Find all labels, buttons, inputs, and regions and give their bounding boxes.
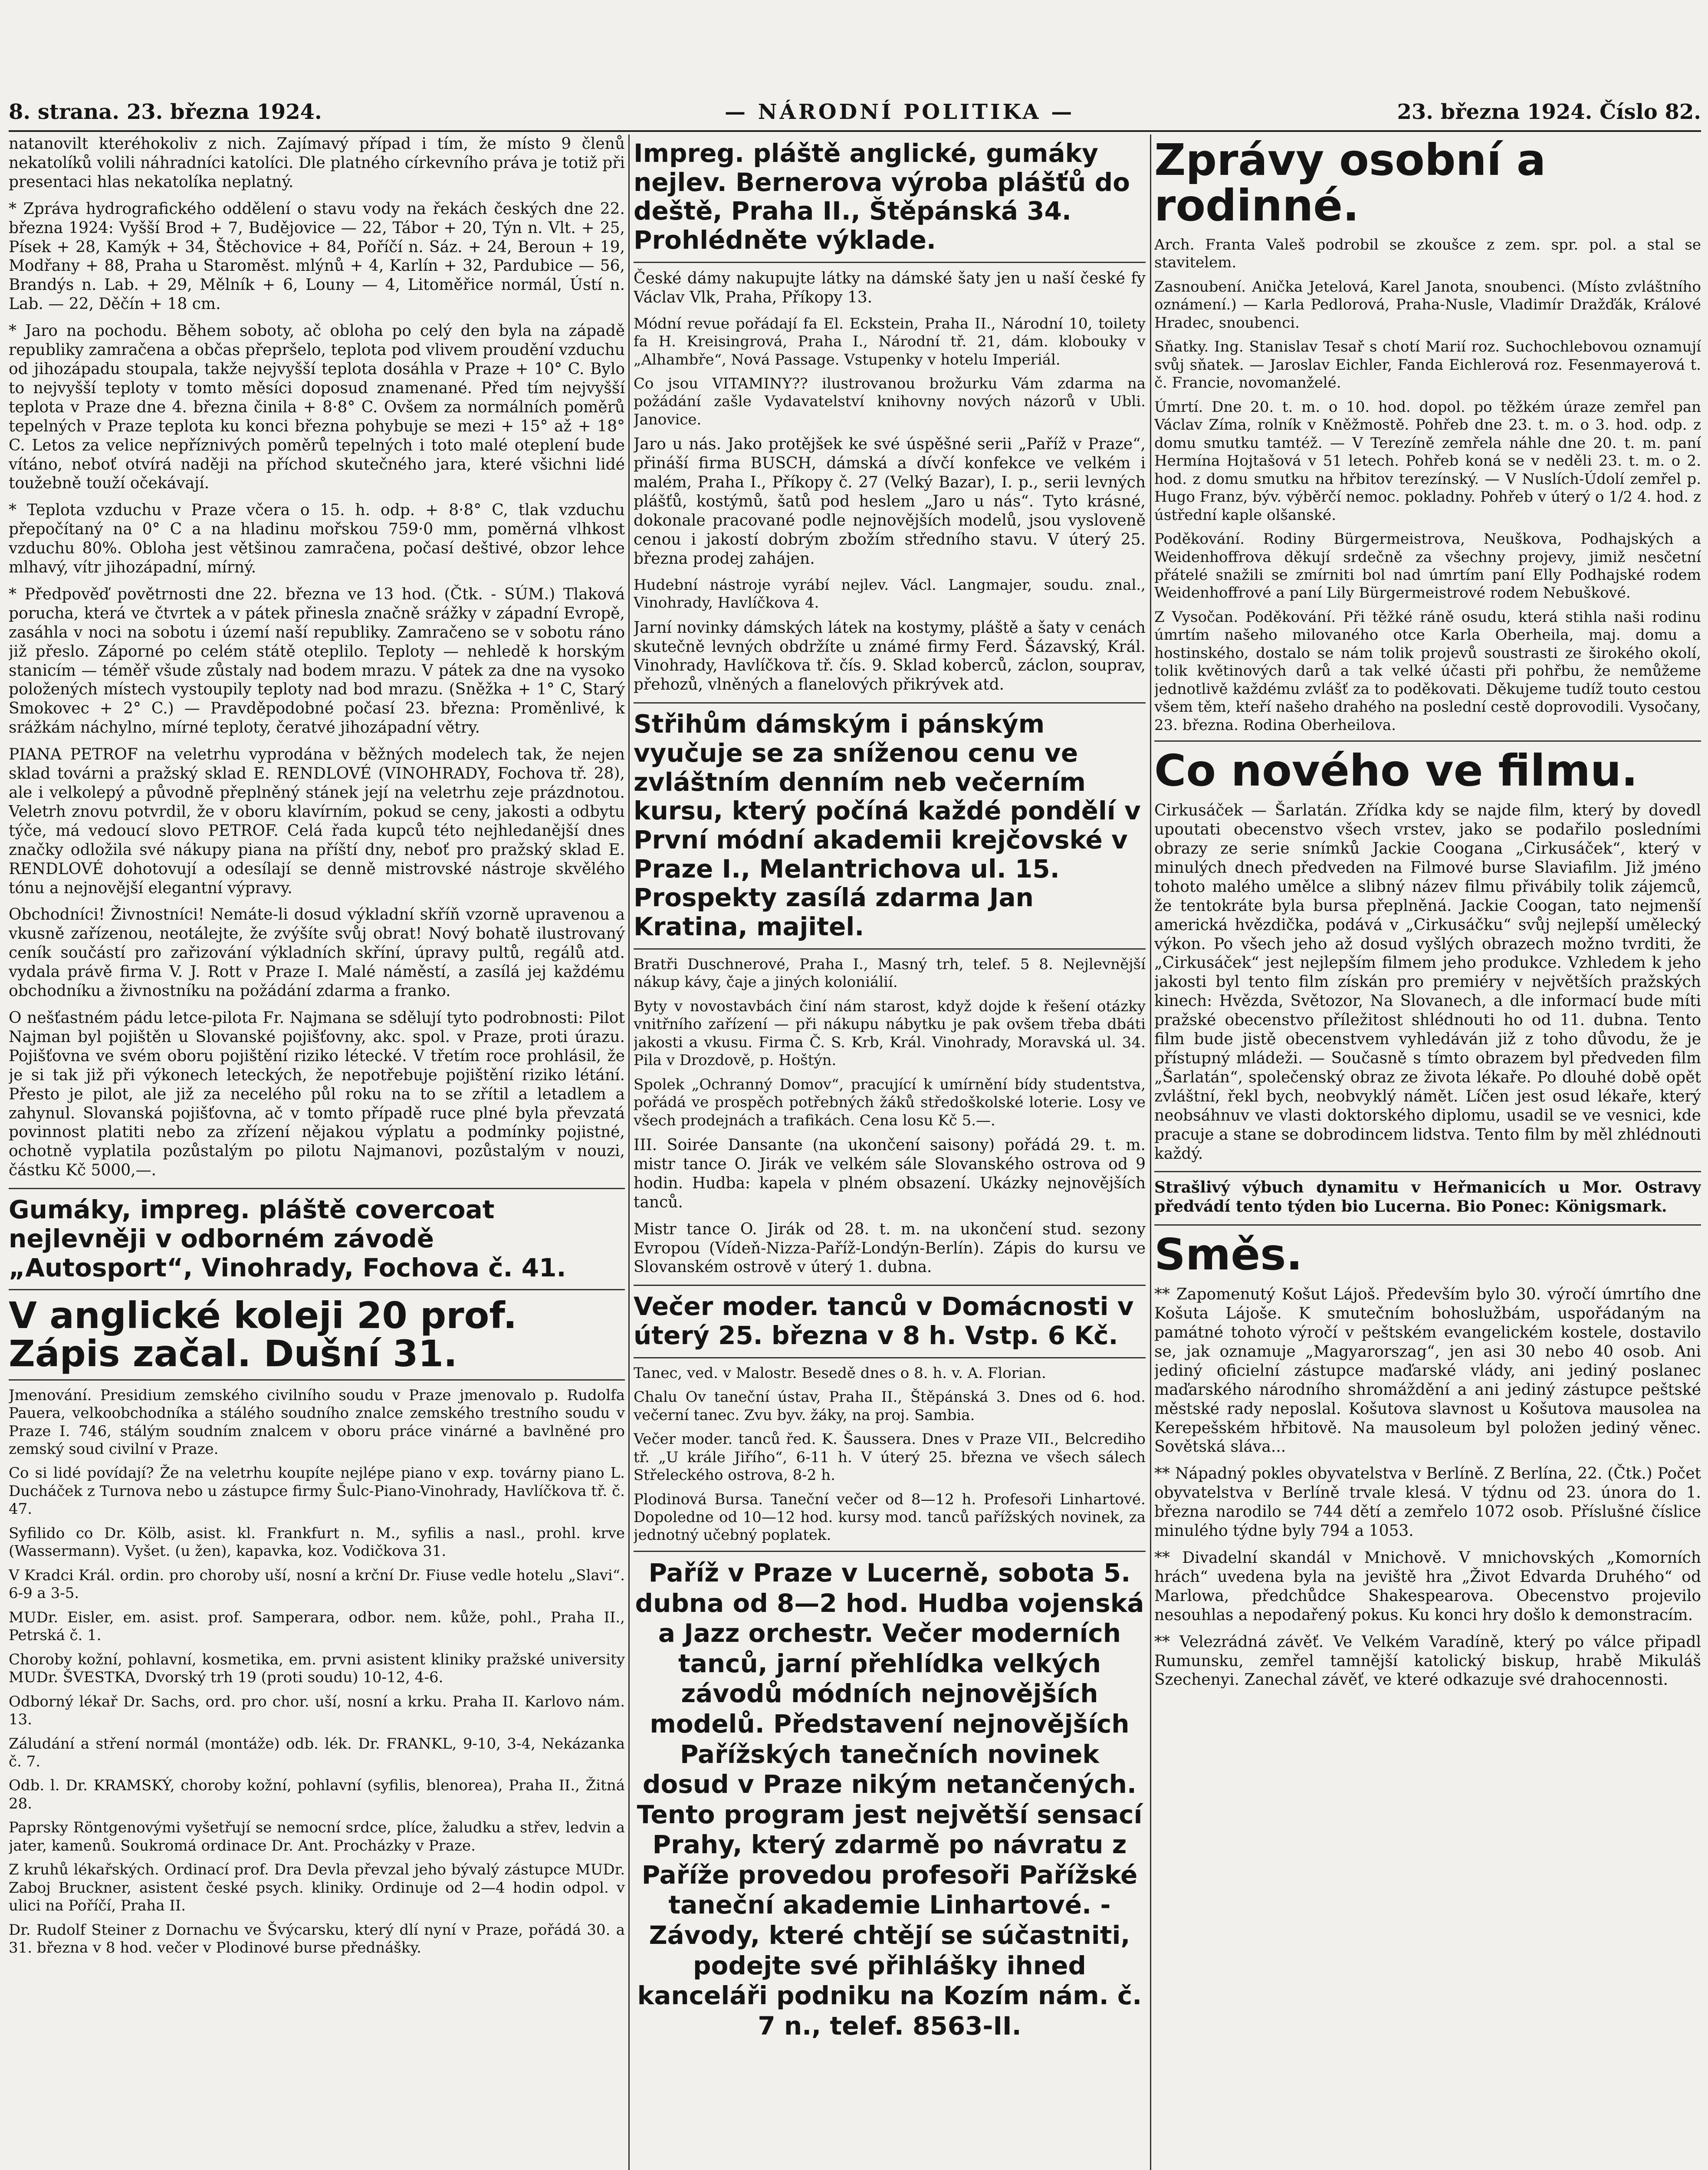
newspaper-title: — NÁRODNÍ POLITIKA — [725, 100, 1075, 124]
ad-fashion-revue: Módní revue pořádají fa El. Eckstein, Praha II., Národní 10, toilety fa H. Kreisingrová, Praha I., Národní tř. 21, dám. klobouky v „Alhambře“, Nová Passage. Vstupenky v hotelu Imperiál. [634, 315, 1146, 368]
mix-berlin: ** Nápadný pokles obyvatelstva v Berlíně. Z Berlína, 22. (Čtk.) Počet obyvatelstva v Berlíně trvale klesá. V týdnu od 23. února do 1. března narodilo se 744 dětí a zemřelo 1072 osob. Příslušné číslice minulého týdne byly 794 a 1053. [1154, 1465, 1701, 1540]
notice-doctor: Záludání a stření normál (montáže) odb. lék. Dr. FRANKL, 9-10, 3-4, Nekázanka č. 7. [9, 1735, 625, 1770]
column-middle [634, 135, 1146, 2170]
personal-engagements: Zasnoubení. Anička Jetelová, Karel Janota, snoubenci. (Místo zvláštního oznámení.) — Karla Pedlorová, Praha-Nusle, Vladimír Dražďák, Králové Hradec, snoubenci. [1154, 278, 1701, 332]
personal-marriages: Sňatky. Ing. Stanislav Tesař s chotí Marií roz. Suchochlebovou oznamují svůj sňatek. — Jaroslav Eichler, Fanda Eichlerová roz. Fesenmayerová t. č. Francie, novomanželé. [1154, 338, 1701, 392]
ad-vitamins: Co jsou VITAMINY?? ilustrovanou brožurku Vám zdarma na požádání zašle Vydavatelství knihovny nových názorů v Ubli. Janovice. [634, 375, 1146, 428]
article-shop-owners: Obchodníci! Živnostníci! Nemáte-li dosud výkladní skříň vzorně upravenou a vkusně zařízenou, neotálejte, že zvýšíte svůj obrat! Nový bohatě ilustrovaný ceník součástí pro zařizování výkladních skříní, úpravy pultů, regálů atd. vydala právě firma V. J. Rott v Praze I. Malé náměstí, a zasílá jej každému obchodníku a živnostníku na požádání zdarma a franko. [9, 906, 625, 1000]
notice-doctor: Syfilido co Dr. Kölb, asist. kl. Frankfurt n. M., syfilis a nasl., prohl. krve (Wassermann). Vyšet. (u žen), kapavka, koz. Vodičkova 31. [9, 1524, 625, 1560]
ad-spring-busch: Jaro u nás. Jako protějšek ke své úspěšné serii „Paříž v Praze“, přináší firma BUSCH, dámská a dívčí konfekce ve velkém i malém, Praha I., Příkopy č. 27 (Velký Bazar), I. p., serii levných plášťů, kostýmů, šatů pod heslem „Jaro u nás“. Tyto krásné, dokonale pracované podle nejnovějších modelů, jsou vysloveně cenou i jakostí dobrým zbožím středního stavu. V úterý 25. března prodej zahájen. [634, 435, 1146, 568]
issue-date-number: 23. března 1924. Číslo 82. [1397, 100, 1701, 124]
personal-deaths: Úmrtí. Dne 20. t. m. o 10. hod. dopol. po těžkém úraze zemřel pan Václav Zíma, rolník v Kněžmostě. Pohřeb dne 23. t. m. o 3. hod. odp. z domu smutku tamtéž. — V Terezíně zemřela náhle dne 20. t. m. paní Hermína Hojtašová v 51 letech. Pohřeb koná se v neděli 23. t. m. o 2. hod. z domu smutku na hřbitov terezínský. — V Nuslích-Údolí zemřel p. Hugo Franz, býv. výběrčí nemoc. pokladny. Pohřeb v úterý o 1/2 4. hod. z ústřední kaple olšanské. [1154, 398, 1701, 524]
separator [9, 1188, 625, 1189]
article-pilot-accident: O nešťastném pádu letce-pilota Fr. Najmana se sdělují tyto podrobnosti: Pilot Najman byl pojištěn u Slovanské pojišťovny, akc. spol. v Praze, proti úrazu. Pojišťovna ve svém oboru pojištění riziko létecké. V třetím roce prohlásil, že je si tak již při výkonech leteckých, že nepotřebuje pojištění riziko létání. Přesto je pilot, ale již za necelého půl roku na to se zřítil a letadlem a zahynul. Slovanská pojišťovna, ač v tomto případě ruce plné byla převzatá povinnost platiti nebo za zřízení nějakou výplatu a podmínky pojistné, ochotně vyplatila pozůstalým po pilotu Najmanovi, pozůstalým v nouzi, částku Kč 5000,—. [9, 1009, 625, 1180]
column-divider [628, 135, 630, 2170]
article-temperature: * Teplota vzduchu v Praze včera o 15. h. odp. + 8·8° C, tlak vzduchu přepočítaný na 0° C a na hladinu mořskou 759·0 mm, poměrná vlhkost vzduchu 80%. Obloha jest většinou zamračena, počasí deštivé, obzor lehce mlhavý, vítr jihozápadní, mírný. [9, 501, 625, 577]
column-divider [1150, 135, 1151, 2170]
notice-xray: Paprsky Röntgenovými vyšetřují se nemocní srdce, plíce, žaludku a střev, ledvin a jater, kamenů. Soukromá ordinace Dr. Ant. Procházky v Praze. [9, 1819, 625, 1854]
ad-lottery: Spolek „Ochranný Domov“, pracující k umírnění bídy studentstva, pořádá ve prospěch potřebných žáků středoškolské loterie. Losy ve všech prodejnách a trafikách. Cena losu Kč 5.—. [634, 1075, 1146, 1129]
ad-tailoring-course: Střihům dámským i pánským vyučuje se za sníženou cenu ve zvláštním denním neb večerním kursu, který počíná každé pondělí v První módní akademii krejčovské v Praze I., Melantrichova ul. 15. Prospekty zasílá zdarma Jan Kratina, majitel. [634, 709, 1141, 942]
separator [1154, 1171, 1701, 1172]
ad-dance-evening: Večer moder. tanců v Domácnosti v úterý 25. března v 8 h. Vstp. 6 Kč. [634, 1292, 1134, 1351]
separator [9, 1289, 625, 1290]
ad-dance: Plodinová Bursa. Taneční večer od 8—12 h. Profesoři Linhartové. Dopoledne od 10—12 hod. kursy mod. tanců pařížských novinek, za jednotný učebný poplatek. [634, 1490, 1146, 1544]
mix-kossuth: ** Zapomenutý Košut Lájoš. Především bylo 30. výročí úmrtího dne Košuta Lájoše. K smutečním bohoslužbám, uspořádaným na památné tohoto výročí v peštském evangelickém kostele, dostavilo se, jak oznamuje „Magyarorszag“, jen asi 30 nebo 40 osob. Ani jediný oficielní zástupce maďarské vlády, ani jediný poslanec maďarského národního shromáždění a ani jediný zástupce peštské městské rady neposlal. Košutova slavnost u Košutova mausolea na Kerepešském hřbitově. Na mausoleum byl položen jediný věnec. Sovětská sláva... [1154, 1286, 1701, 1456]
separator [634, 262, 1146, 263]
separator [1154, 1224, 1701, 1226]
film-review: Cirkusáček — Šarlatán. Zřídka kdy se najde film, který by dovedl upoutati obecenstvo všech vrstev, jako se podařilo posledními obrazy ze serie snímků Jackie Coogana „Cirkusáček“, který v minulých dnech předveden na Filmové burse Slaviafilm. Již jméno tohoto malého umělce a slibný název filmu přivábily tolik zájemců, že tentokráte byla bursa přeplněná. Jackie Coogan, tato nejmenší americká hvězdička, podává v „Cirkusáčku“ svůj nejlepší umělecký výkon. Po všech jeho až dosud vyšlých obrazech možno tvrditi, že „Cirkusáček“ jest nejlepším filmem jeho produkce. Vzhledem k jeho jakosti byl tento film získán pro premiéry v největších pražských kinech: Hvězda, Světozor, Na Slovanech, a dle informací bude míti pražské obecenstvo příležitost shlédnouti ho od 11. dubna. Tento film bude jistě obecenstvem vyhledáván již z toho důvodu, že je přístupný mládeži. — Současně s tímto obrazem byl předveden film „Šarlatán“, společenský obraz ze života lékaře. Po dlouhé době opět zvláštní, řekl bych, neobvyklý námět. Líčen jest osud lékaře, který neobsáhnuv ve vlasti doktorského diplomu, usadil se ve vesnici, kde pracuje a stane se dobrodincem lidstva. Tento film by měl zhlédnouti každý. [1154, 802, 1701, 1163]
mix-munich-theatre: ** Divadelní skandál v Mnichově. V mnichovských „Komorních hrách“ uvedena byla na jeviště hra „Život Edvarda Druhého“ od Marlowa, předchůdce Shakespearova. Obecenstvo projevilo nesouhlas a nepodařený pokus. Ku konci hry došlo k demonstracím. [1154, 1549, 1701, 1624]
notice-doctor: MUDr. Eisler, em. asist. prof. Samperara, odbor. nem. kůže, pohl., Praha II., Petrská č. 1. [9, 1608, 625, 1644]
ad-furniture: Byty v novostavbách činí nám starost, když dojde k řešení otázky vnitřního zařízení — při nákupu nábytku je pak ovšem třeba dbáti jakosti a vkusu. Firma Č. S. Krb, Král. Vinohrady, Moravská ul. 34. Pila v Drozdově, p. Hoštýn. [634, 997, 1146, 1069]
notice-doctor: Odborný lékař Dr. Sachs, ord. pro chor. uší, nosní a krku. Praha II. Karlovo nám. 13. [9, 1693, 625, 1729]
section-headline-mix: Směs. [1154, 1229, 1303, 1280]
ad-dance: Večer moder. tanců řed. K. Šaussera. Dnes v Praze VII., Belcrediho tř. „U krále Jiřího“, 6-11 h. V úterý 25. března ve všech sálech Střeleckého ostrova, 8-2 h. [634, 1430, 1146, 1484]
ad-instruments: Hudební nástroje vyrábí nejlev. Václ. Langmajer, soudu. znal., Vinohrady, Havlíčkova 4. [634, 576, 1146, 612]
page-number-date: 8. strana. 23. března 1924. [9, 100, 322, 124]
notice-piano: Co si lidé povídají? Že na veletrhu koupíte nejlépe piano v exp. továrny piano L. Ducháček z Turnova nebo u zástupce firmy Šulc-Piano-Vinohrady, Havlíčkova tř. č. 47. [9, 1464, 625, 1518]
article-spring: * Jaro na pochodu. Během soboty, ač obloha po celý den byla na západě republiky zamračena a občas přepršelo, teplota pod vlivem proudění vzduchu od jihozápadu stoupala, takže nejvyšší teplota dosáhla v Praze + 10° C. Bylo to nejvyšší teploty v tomto měsíci doposud znamenané. Před tím nejvyšší teplota v Praze dne 4. března činila + 8·8° C. Ovšem za normálních poměrů tepelných v Praze teplota ku konci března pohybuje se mezi + 15° až + 18° C. Letos za velice nepříznivých poměrů tepelných i toto malé oteplení bude vítáno, neboť otvírá naději na příchod skutečného jara, které všichni lidé toužebně touží očekávají. [9, 322, 625, 493]
section-headline-personal: Zprávy osobní a rodinné. [1154, 135, 1546, 231]
header-rule [9, 130, 1701, 132]
ad-gumaky: Gumáky, impreg. pláště covercoat nejlevněji v odborném závodě „Autosport“, Vinohrady, Fochova č. 41. [9, 1195, 566, 1282]
column-right [1154, 135, 1701, 2170]
ad-english-college: V anglické koleji 20 prof. Zápis začal. Dušní 31. [9, 1294, 517, 1375]
separator [634, 1285, 1146, 1286]
ad-paris-in-prague: Paříž v Praze v Lucerně, sobota 5. dubna od 8—2 hod. Hudba vojenská a Jazz orchestr. Večer moderních tanců, jarní přehlídka velkých závodů módních nejnovějších modelů. Představení nejnovějších Pařížských tanečních novinek dosud v Praze nikým netančených. Tento program jest největší sensací Prahy, který zdarmě po návratu z Paříže provedou profesoři Pařížské taneční akademie Linhartové. - Závody, které chtějí se súčastniti, podejte své přihlášky ihned kanceláři podniku na Kozím nám. č. 7 n., telef. 8563-II. [635, 1558, 1144, 2041]
personal-thanks-vysocany: Z Vysočan. Poděkování. Při těžké ráně osudu, která stihla naši rodinu úmrtím našeho milovaného otce Karla Oberheila, maj. domu a hostinského, dostalo se nám tolik projevů soustrasti ze širokého okolí, tolik květinových darů a tak velké účasti při pohřbu, že nemůžeme jednotlivě každému zvlášť za to poděkovati. Děkujeme tudíž touto cestou všem těm, kteří našeho drahého na poslední cestě doprovodili. Vysočany, 23. března. Rodina Oberheilova. [1154, 608, 1701, 734]
ad-duschner: Bratři Duschnerové, Praha I., Masný trh, telef. 5 8. Nejlevnější nákup kávy, čaje a jiných koloniálií. [634, 955, 1146, 991]
article-water-levels: * Zpráva hydrografického oddělení o stavu vody na řekách českých dne 22. března 1924: Vyšší Brod + 7, Budějovice — 22, Tábor + 20, Týn n. Vlt. + 25, Písek + 28, Kamýk + 34, Štěchovice + 84, Poříčí n. Sáz. + 24, Beroun + 19, Modřany + 88, Praha u Staroměst. mlýnů + 4, Karlín + 32, Pardubice — 56, Brandýs n. Lab. + 29, Mělník + 6, Louny — 4, Litoměřice normál, Ústí n. Lab. — 22, Děčín + 18 cm. [9, 200, 625, 313]
notice-appointment: Jmenování. Presidium zemského civilního soudu v Praze jmenovalo p. Rudolfa Pauera, velkoobchodníka a stálého soudního znalce zemského trestního soudu v Praze I. 746, stálým soudním znalcem v oboru práce vinárné a bavlněné pro zemský soud civilní v Praze. [9, 1386, 625, 1458]
page-header [9, 100, 1701, 135]
section-headline-film: Co nového ve filmu. [1154, 745, 1638, 796]
personal-notice: Arch. Franta Valeš podrobil se zkoušce z zem. spr. pol. a stal se stavitelem. [1154, 236, 1701, 272]
article-paragraph: natanovilt kteréhokoliv z nich. Zajímavý případ i tím, že místo 9 členů nekatolíků volili náhradníci katolíci. Dle platného církevního práva je totiž při presentaci hlas nekatolíka neplatný. [9, 135, 625, 191]
column-left [9, 135, 625, 2170]
ad-fabrics: České dámy nakupujte látky na dámské šaty jen u naší české fy Václav Vlk, Praha, Příkopy 13. [634, 269, 1146, 306]
mix-will: ** Velezrádná závěť. Ve Velkém Varadíně, který po válce připadl Rumunsku, zemřel tamnější katolický biskup, hrabě Mikuláš Szechenyi. Zanechal závěť, ve které odkazuje své drahocennosti. [1154, 1633, 1701, 1689]
separator [1154, 740, 1701, 742]
article-piana-petrof: PIANA PETROF na veletrhu vyprodána v běžných modelech tak, že nejen sklad továrni a pražský sklad E. RENDLOVÉ (VINOHRADY, Fochova tř. 28), ale i velkolepý a původně přeplněný stánek její na veletrhu zeje prázdnotou. Veletrh znovu potvrdil, že v oboru klavírním, pokud se ceny, jakosti a odbytu týče, má vedoucí slovo PETROF. Celá řada kupců této nejhledanější dnes značky odložila své nákupy piana na příští dny, neboť pro pražský sklad E. RENDLOVÉ dohotovují a odesílají se denně mistrovské nástroje skvělého tónu a nejnovější elegantní výpravy. [9, 746, 625, 897]
personal-thanks: Poděkování. Rodiny Bürgermeistrova, Neuškova, Podhajských a Weidenhoffrova děkují srdečně za všechny projevy, jimiž nesčetní přátelé snažili se zmírniti bol nad úmrtím paní Elly Podhajské rodem Weidenhoffrové a paní Lily Bürgermeistrové rodem Nebuškové. [1154, 530, 1701, 602]
notice-doctor: Choroby kožní, pohlavní, kosmetika, em. prvni asistent kliniky pražské university MUDr. ŠVESTKA, Dvorský trh 19 (proti soudu) 10-12, 4-6. [9, 1651, 625, 1687]
separator [634, 702, 1146, 704]
ad-dance: Chalu Ov taneční ústav, Praha II., Štěpánská 3. Dnes od 6. hod. večerní tanec. Zvu byv. žáky, na proj. Sambia. [634, 1388, 1146, 1424]
article-forecast: * Předpověď povětrnosti dne 22. března ve 13 hod. (Čtk. - SÚM.) Tlaková porucha, která ve čtvrtek a v pátek přinesla značně srážky v západní Evropě, zasáhla v noci na sobotu i území naší republiky. Zamračeno se v sobotu ráno již přeslo. Záporné po celém státě oteplilo. Teploty — nehledě k horským stanicím — téměř všude zůstaly nad bodem mrazu. V pátek za dne na vysoko položených místech vystoupily teploty nad bod mrazu. (Sněžka + 1° C, Starý Smokovec + 2° C.) — Pravděpodobné počasí 23. března: Proměnlivé, k srážkám náchylno, mírné teploty, čeratvé jihozápadní větry. [9, 585, 625, 737]
notice-medical-circles: Z kruhů lékařských. Ordinací prof. Dra Devla převzal jeho bývalý zástupce MUDr. Zaboj Bruckner, asistent české psych. kliniky. Ordinuje od 2—4 hodin odpol. v ulici na Poříčí, Praha II. [9, 1861, 625, 1915]
ad-raincoats: Impreg. pláště anglické, gumáky nejlev. Bernerova výroba plášťů do deště, Praha II., Štěpánská 34. Prohlédněte výklade. [634, 138, 1130, 255]
notice-doctor: V Kradci Král. ordin. pro choroby uší, nosní a krční Dr. Fiuse vedle hotelu „Slavi“. 6-9 a 3-5. [9, 1566, 625, 1602]
ad-dance-master: Mistr tance O. Jirák od 28. t. m. na ukončení stud. sezony Evropou (Vídeň-Nizza-Paříž-Londýn-Berlín). Zápis do kursu ve Slovanském ostrově v úterý 1. dubna. [634, 1220, 1146, 1276]
separator [634, 1357, 1146, 1358]
ad-spring-fabrics: Jarní novinky dámských látek na kostymy, pláště a šaty v cenách skutečně levných obdržíte u známé firmy Ferd. Šázavský, Král. Vinohrady, Havlíčkova tř. čís. 9. Sklad koberců, záclon, souprav, přehozů, vlněných a flanelových přikrývek atd. [634, 618, 1146, 694]
separator [634, 948, 1146, 950]
notice-lecture: Dr. Rudolf Steiner z Dornachu ve Švýcarsku, který dlí nyní v Praze, pořádá 30. a 31. března v 8 hod. večer v Plodinové burse přednášky. [9, 1921, 625, 1957]
ad-dance: Tanec, ved. v Malostr. Besedě dnes o 8. h. v. A. Florian. [634, 1364, 1046, 1382]
film-announcement: Strašlivý výbuch dynamitu v Heřmanicích u Mor. Ostravy předvádí tento týden bio Lucerna. Bio Ponec: Königsmark. [1154, 1178, 1701, 1216]
ad-soiree: III. Soirée Dansante (na ukončení saisony) pořádá 29. t. m. mistr tance O. Jirák ve velkém sále Slovanského ostrova od 9 hodin. Hudba: kapela v plném obsazení. Ukázky nejnovějších tanců. [634, 1136, 1146, 1211]
separator [634, 1551, 1146, 1552]
separator [9, 1379, 625, 1381]
notice-doctor: Odb. l. Dr. KRAMSKÝ, choroby kožní, pohlavní (syfilis, blenorea), Praha II., Žitná 28. [9, 1777, 625, 1812]
